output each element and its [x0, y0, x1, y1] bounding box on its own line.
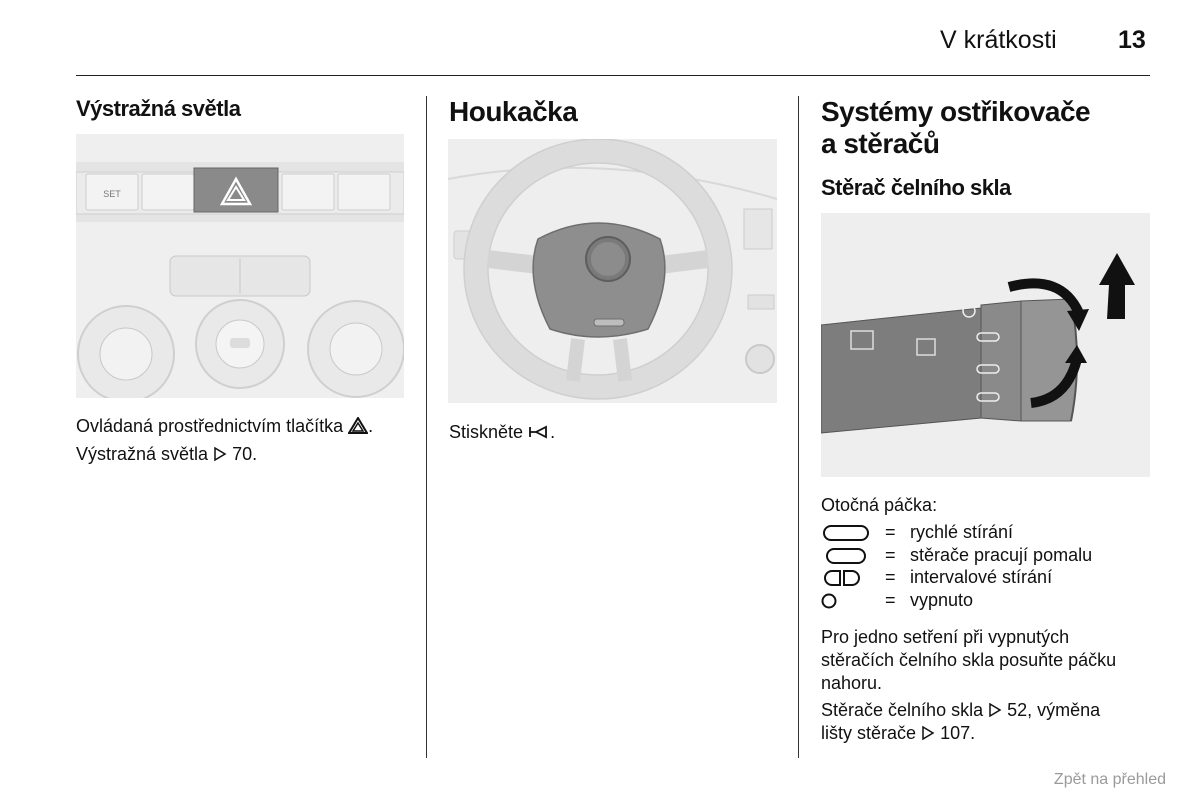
legend-equals: = [885, 567, 896, 587]
wiper-section-heading [821, 96, 1090, 160]
wiper-heading-line1: Systémy ostřikovače [821, 96, 1091, 127]
legend-equals: = [885, 522, 896, 542]
hazard-switch-illustration [76, 134, 404, 398]
single-wipe-line: nahoru. [821, 673, 883, 693]
hazard-triangle-icon [348, 416, 368, 436]
header-rule [76, 75, 1150, 76]
blade-page-link[interactable]: 107. [940, 723, 976, 743]
chapter-title: V krátkosti [940, 26, 1057, 54]
windscreen-wiper-subheading: Stěrač čelního skla [821, 175, 1011, 200]
wiper-heading-line2: a stěračů [821, 128, 940, 159]
wiper-reference-text: Stěrače čelního skla [821, 700, 984, 720]
hazard-description-text: Ovládaná prostřednictvím tlačítka [76, 416, 344, 436]
legend-text-slow: stěrače pracují pomalu [910, 545, 1093, 565]
horn-heading: Houkačka [449, 96, 578, 127]
hazard-reference-text: Výstražná světla [76, 444, 209, 464]
hazard-page-link[interactable]: 70. [232, 444, 258, 464]
fast-wipe-icon [821, 524, 871, 547]
hazard-reference [76, 443, 257, 466]
hazard-lights-heading: Výstražná světla [76, 96, 241, 121]
single-wipe-line: stěračích čelního skla posuňte páčku [821, 650, 1117, 670]
wiper-reference-line2 [821, 722, 975, 745]
wiper-legend [821, 522, 1150, 614]
single-wipe-paragraph [821, 626, 1161, 695]
back-to-overview-link[interactable]: Zpět na přehled [1053, 771, 1166, 788]
blade-reference-text: lišty stěrače [821, 723, 917, 743]
legend-equals: = [885, 545, 896, 565]
single-wipe-line: Pro jedno setření při vypnutých [821, 627, 1070, 647]
steering-wheel-illustration [448, 139, 777, 403]
svg-text:SET: SET [103, 189, 121, 199]
page-reference-arrow-icon [921, 723, 935, 743]
legend-equals: = [885, 590, 896, 610]
legend-text-fast: rychlé stírání [910, 522, 1014, 542]
page-reference-arrow-icon [988, 700, 1002, 720]
horn-icon [528, 422, 550, 442]
page-number: 13 [1118, 26, 1146, 54]
hazard-description [76, 415, 373, 438]
interval-wipe-icon [821, 569, 871, 592]
wiper-lever-illustration [821, 213, 1150, 477]
slow-wipe-icon [821, 547, 871, 570]
column-divider [426, 96, 427, 758]
page-reference-arrow-icon [213, 444, 227, 464]
column-divider [798, 96, 799, 758]
off-icon [821, 592, 871, 615]
wiper-reference-line1 [821, 699, 1100, 722]
horn-description-end: . [550, 422, 556, 442]
horn-description [449, 421, 555, 444]
lever-label: Otočná páčka: [821, 495, 938, 515]
legend-text-interval: intervalové stírání [910, 567, 1053, 587]
hazard-description-end: . [368, 416, 374, 436]
horn-description-text: Stiskněte [449, 422, 524, 442]
legend-text-off: vypnuto [910, 590, 974, 610]
wiper-page-link[interactable]: 52, výměna [1007, 700, 1101, 720]
